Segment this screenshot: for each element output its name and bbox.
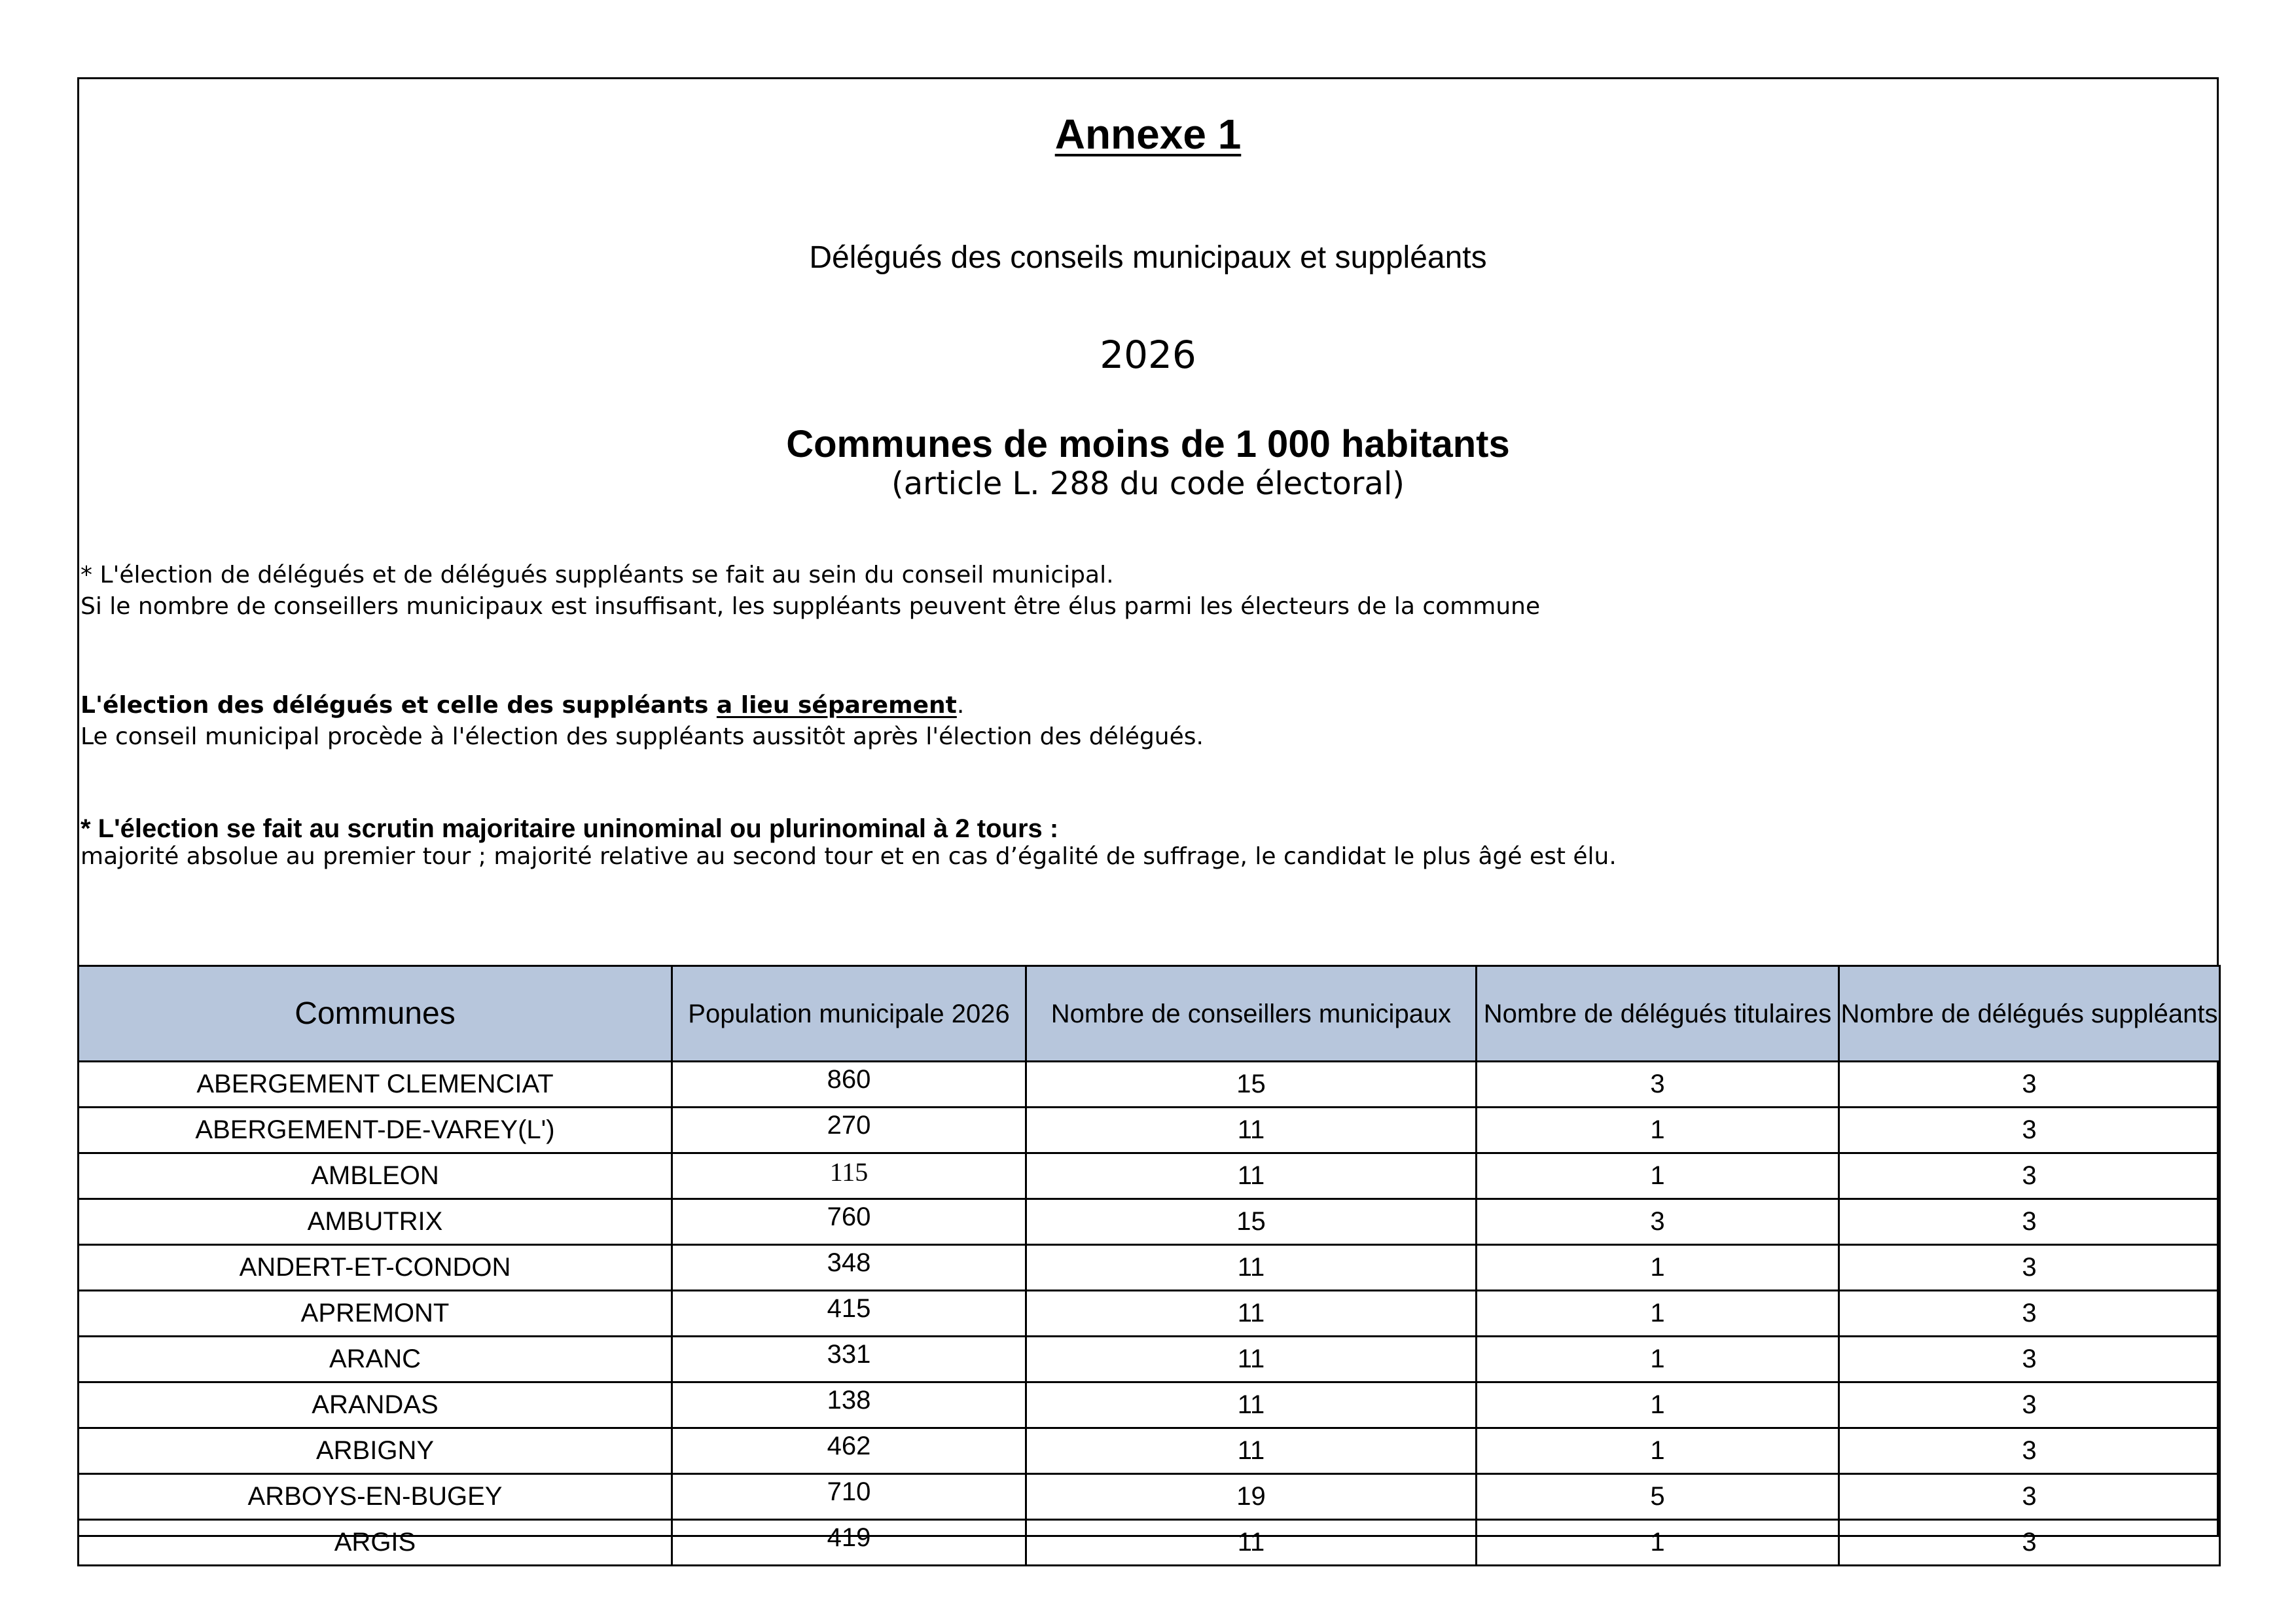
table-row [79, 1108, 2220, 1153]
cell-conseillers: 11 [1026, 1428, 1477, 1474]
cell-conseillers: 15 [1026, 1062, 1477, 1108]
note-line-3-underlined: a lieu séparement [716, 692, 957, 719]
cell-suppleants: 3 [1839, 1062, 2220, 1108]
cell-conseillers: 11 [1026, 1382, 1477, 1428]
document-year: 2026 [1100, 333, 1196, 377]
cell-commune: ARGIS [79, 1520, 672, 1566]
header-conseillers: Nombre de conseillers municipaux [1026, 966, 1477, 1062]
header-suppleants: Nombre de délégués suppléants [1839, 966, 2220, 1062]
cell-suppleants: 3 [1839, 1108, 2220, 1153]
table-row [79, 1199, 2220, 1245]
cell-suppleants: 3 [1839, 1337, 2220, 1382]
table-row [79, 1291, 2220, 1337]
cell-conseillers: 11 [1026, 1108, 1477, 1153]
cell-suppleants: 3 [1839, 1428, 2220, 1474]
table-row [79, 1474, 2220, 1520]
communes-table [77, 965, 2221, 1566]
cell-conseillers: 19 [1026, 1474, 1477, 1520]
cell-commune: AMBLEON [79, 1153, 672, 1199]
cell-conseillers: 11 [1026, 1337, 1477, 1382]
table-row [79, 1062, 2220, 1108]
cell-titulaires: 3 [1477, 1062, 1839, 1108]
table-row [79, 1153, 2220, 1199]
cell-titulaires: 1 [1477, 1520, 1839, 1566]
cell-population: 115 [672, 1153, 1026, 1199]
note-line-5: * L'élection se fait au scrutin majoritaire uninominal ou plurinominal à 2 tours : [81, 814, 1059, 843]
table-row [79, 1428, 2220, 1474]
cell-commune: ARANDAS [79, 1382, 672, 1428]
article-reference: (article L. 288 du code électoral) [891, 465, 1405, 502]
table-row [79, 1337, 2220, 1382]
cell-titulaires: 3 [1477, 1199, 1839, 1245]
cell-suppleants: 3 [1839, 1245, 2220, 1291]
cell-conseillers: 11 [1026, 1291, 1477, 1337]
header-population: Population municipale 2026 [672, 966, 1026, 1062]
cell-commune: ABERGEMENT CLEMENCIAT [79, 1062, 672, 1108]
cell-population: 860 [672, 1062, 1026, 1108]
cell-commune: ARBIGNY [79, 1428, 672, 1474]
table-row [79, 1520, 2220, 1566]
cell-commune: ARANC [79, 1337, 672, 1382]
cell-commune: ABERGEMENT-DE-VAREY(L') [79, 1108, 672, 1153]
table-row [79, 1245, 2220, 1291]
cell-titulaires: 1 [1477, 1428, 1839, 1474]
cell-population: 462 [672, 1428, 1026, 1474]
cell-population: 331 [672, 1337, 1026, 1382]
table-header-row [79, 966, 2220, 1062]
cell-suppleants: 3 [1839, 1382, 2220, 1428]
cell-titulaires: 1 [1477, 1382, 1839, 1428]
cell-conseillers: 11 [1026, 1153, 1477, 1199]
cell-population: 138 [672, 1382, 1026, 1428]
cell-commune: AMBUTRIX [79, 1199, 672, 1245]
cell-commune: ARBOYS-EN-BUGEY [79, 1474, 672, 1520]
section-heading: Communes de moins de 1 000 habitants [786, 423, 1510, 465]
cell-population: 710 [672, 1474, 1026, 1520]
cell-titulaires: 1 [1477, 1108, 1839, 1153]
cell-suppleants: 3 [1839, 1520, 2220, 1566]
cell-conseillers: 11 [1026, 1520, 1477, 1566]
cell-conseillers: 15 [1026, 1199, 1477, 1245]
annex-title: Annexe 1 [1054, 111, 1242, 158]
cell-population: 760 [672, 1199, 1026, 1245]
cell-population: 415 [672, 1291, 1026, 1337]
cell-commune: ANDERT-ET-CONDON [79, 1245, 672, 1291]
cell-titulaires: 1 [1477, 1291, 1839, 1337]
cell-population: 270 [672, 1108, 1026, 1153]
cell-titulaires: 5 [1477, 1474, 1839, 1520]
document-subtitle: Délégués des conseils municipaux et suppléants [809, 240, 1487, 275]
cell-titulaires: 1 [1477, 1153, 1839, 1199]
note-line-3-end: . [956, 692, 965, 719]
cell-commune: APREMONT [79, 1291, 672, 1337]
note-line-1: * L'élection de délégués et de délégués suppléants se fait au sein du conseil municipal. [81, 562, 1114, 588]
cell-titulaires: 1 [1477, 1337, 1839, 1382]
cell-suppleants: 3 [1839, 1291, 2220, 1337]
note-line-3 [81, 692, 964, 719]
cell-suppleants: 3 [1839, 1199, 2220, 1245]
table-row [79, 1382, 2220, 1428]
cell-population: 419 [672, 1520, 1026, 1566]
note-line-4: Le conseil municipal procède à l'élection des suppléants aussitôt après l'élection des délégués. [81, 723, 1204, 750]
header-titulaires: Nombre de délégués titulaires [1477, 966, 1839, 1062]
cell-suppleants: 3 [1839, 1153, 2220, 1199]
header-communes: Communes [79, 966, 672, 1062]
cell-titulaires: 1 [1477, 1245, 1839, 1291]
note-line-6: majorité absolue au premier tour ; majorité relative au second tour et en cas d’égalité de suffrage, le candidat le plus âgé est élu. [81, 843, 1617, 870]
note-line-2: Si le nombre de conseillers municipaux est insuffisant, les suppléants peuvent être élus parmi les électeurs de la commune [81, 593, 1541, 620]
note-line-3-bold: L'élection des délégués et celle des suppléants [81, 692, 717, 719]
cell-conseillers: 11 [1026, 1245, 1477, 1291]
cell-population: 348 [672, 1245, 1026, 1291]
cell-suppleants: 3 [1839, 1474, 2220, 1520]
